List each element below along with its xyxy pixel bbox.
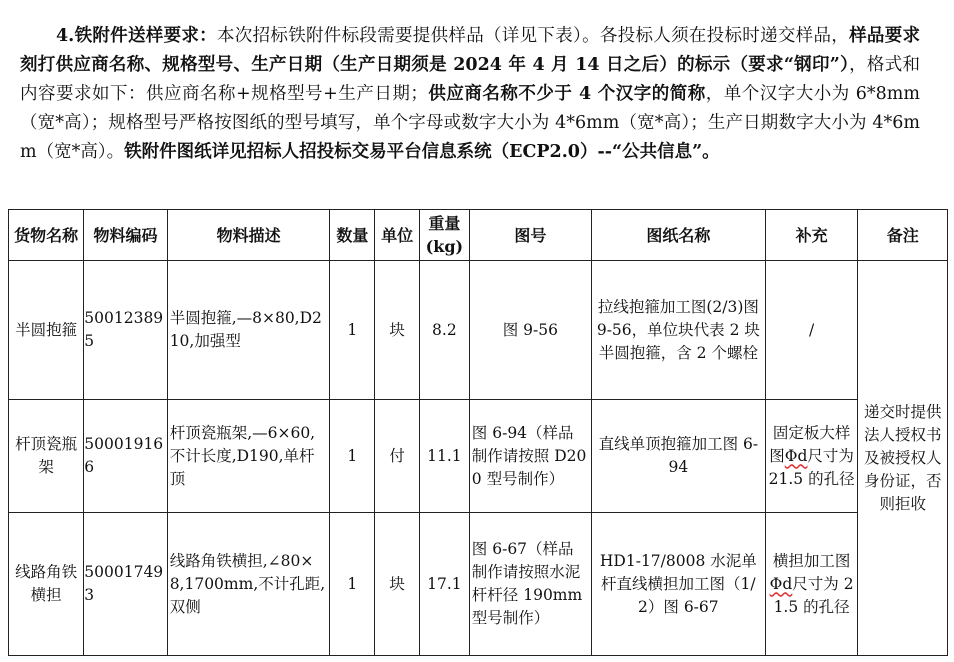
cell-material-desc: 半圆抱箍,—8×80,D210,加强型 [167, 261, 330, 400]
supplement-text-a: 固定板大样图 [769, 423, 851, 465]
cell-weight: 17.1 [419, 513, 469, 656]
header-material-code: 物料编码 [84, 210, 167, 261]
cell-unit: 付 [375, 400, 420, 513]
cell-material-code: 500019166 [84, 400, 167, 513]
header-unit: 单位 [375, 210, 420, 261]
sample-items-table [8, 209, 948, 656]
header-goods-name: 货物名称 [9, 210, 84, 261]
cell-drawing-name: 直线单顶抱箍加工图 6-94 [591, 400, 765, 513]
paragraph-bold-supplier-name: 供应商名称不少于 4 个汉字的简称 [427, 83, 706, 104]
cell-goods-name: 半圆抱箍 [9, 261, 84, 400]
header-weight [419, 210, 469, 261]
cell-drawing-name: HD1-17/8008 水泥单杆直线横担加工图（1/2）图 6-67 [591, 513, 765, 656]
supplement-text-b: 尺寸为 21.5 的孔径 [773, 574, 854, 616]
header-drawing-name: 图纸名称 [591, 210, 765, 261]
header-remark: 备注 [858, 210, 948, 261]
cell-weight: 11.1 [419, 400, 469, 513]
cell-material-desc: 杆顶瓷瓶架,—6×60,不计长度,D190,单杆顶 [167, 400, 330, 513]
cell-material-code: 500017493 [84, 513, 167, 656]
cell-quantity: 1 [330, 513, 375, 656]
cell-unit: 块 [375, 513, 420, 656]
table-row [9, 513, 948, 656]
cell-weight: 8.2 [419, 261, 469, 400]
section-heading: 4.铁附件送样要求： [56, 25, 217, 46]
cell-supplement [765, 513, 858, 656]
header-material-desc: 物料描述 [167, 210, 330, 261]
cell-goods-name: 杆顶瓷瓶架 [9, 400, 84, 513]
table-row [9, 261, 948, 400]
table-header-row [9, 210, 948, 261]
cell-drawing-no: 图 6-67（样品制作请按照水泥杆杆径 190mm 型号制作） [469, 513, 591, 656]
sample-requirements-paragraph [20, 22, 920, 167]
cell-drawing-no: 图 9-56 [469, 261, 591, 400]
cell-goods-name: 线路角铁横担 [9, 513, 84, 656]
header-quantity: 数量 [330, 210, 375, 261]
paragraph-text-3: ，单个汉字大小为 6*8mm（宽*高）；规格型号严格按图纸的型号填写，单个字母或数字大小为 4*6mm（宽*高）；生产日期数字大小为 4*6mm（宽*高）。 [20, 83, 920, 162]
table-row [9, 400, 948, 513]
paragraph-text-1: 本次招标铁附件标段需要提供样品（详见下表）。各投标人须在投标时递交样品， [216, 25, 850, 46]
cell-drawing-name: 拉线抱箍加工图(2/3)图 9-56，单位块代表 2 块半圆抱箍，含 2 个螺栓 [591, 261, 765, 400]
cell-material-desc: 线路角铁横担,∠80×8,1700mm,不计孔距,双侧 [167, 513, 330, 656]
supplement-text-b: 尺寸为 21.5 的孔径 [768, 446, 855, 488]
cell-remark: 递交时提供法人授权书及被授权人身份证，否则拒收 [858, 261, 948, 656]
paragraph-bold-drawings: 铁附件图纸详见招标人招投标交易平台信息系统（ECP2.0）--“公共信息”。 [124, 141, 720, 162]
cell-drawing-no: 图 6-94（样品制作请按照 D200 型号制作） [469, 400, 591, 513]
cell-material-code: 500123895 [84, 261, 167, 400]
cell-quantity: 1 [330, 400, 375, 513]
paragraph-bold-marking: 样品要求刻打供应商名称、规格型号、生产日期（生产日期须是 2024 年 4 月 14 日之后）的标示（要求“钢印”） [20, 25, 920, 75]
supplement-text-a: 横担加工图 [772, 551, 851, 570]
supplement-diameter-symbol: Φd [784, 446, 808, 465]
cell-quantity: 1 [330, 261, 375, 400]
header-drawing-no: 图号 [469, 210, 591, 261]
supplement-diameter-symbol: Φd [769, 574, 793, 593]
cell-unit: 块 [375, 261, 420, 400]
cell-supplement [765, 400, 858, 513]
paragraph-text-2: ，格式和内容要求如下：供应商名称+规格型号+生产日期； [20, 54, 921, 104]
header-weight-unit: (kg) [425, 237, 464, 256]
header-weight-label: 重量 [428, 214, 461, 233]
cell-supplement: / [765, 261, 858, 400]
header-supplement: 补充 [765, 210, 858, 261]
